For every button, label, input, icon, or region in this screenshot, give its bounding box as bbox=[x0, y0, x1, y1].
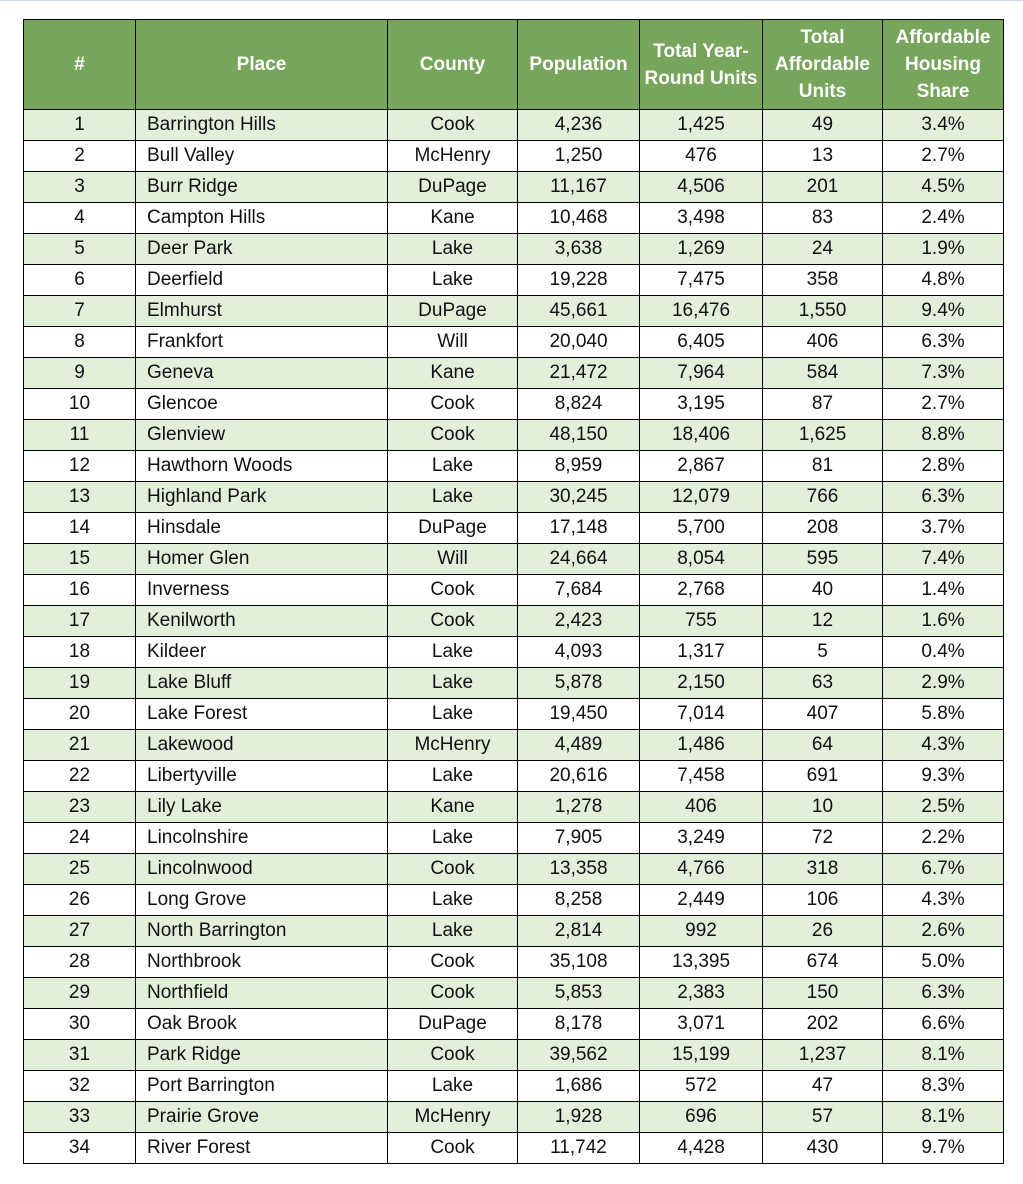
cell-county: Lake bbox=[388, 885, 518, 916]
cell-affordable-units: 318 bbox=[763, 854, 883, 885]
cell-population: 8,178 bbox=[518, 1009, 640, 1040]
table-row bbox=[24, 730, 1004, 761]
cell-place: North Barrington bbox=[136, 916, 388, 947]
cell-population: 1,928 bbox=[518, 1102, 640, 1133]
cell-population: 10,468 bbox=[518, 203, 640, 234]
cell-total-units: 7,964 bbox=[640, 358, 763, 389]
cell-population: 20,040 bbox=[518, 327, 640, 358]
cell-affordable-share: 3.4% bbox=[883, 110, 1004, 141]
cell-total-units: 755 bbox=[640, 606, 763, 637]
cell-place: Burr Ridge bbox=[136, 172, 388, 203]
cell-county: Will bbox=[388, 544, 518, 575]
cell-number: 23 bbox=[24, 792, 136, 823]
cell-affordable-units: 691 bbox=[763, 761, 883, 792]
cell-number: 31 bbox=[24, 1040, 136, 1071]
cell-total-units: 406 bbox=[640, 792, 763, 823]
table-row bbox=[24, 296, 1004, 327]
cell-place: Deer Park bbox=[136, 234, 388, 265]
cell-population: 2,423 bbox=[518, 606, 640, 637]
cell-county: Lake bbox=[388, 482, 518, 513]
cell-total-units: 476 bbox=[640, 141, 763, 172]
cell-county: Cook bbox=[388, 389, 518, 420]
cell-total-units: 4,428 bbox=[640, 1133, 763, 1164]
cell-number: 29 bbox=[24, 978, 136, 1009]
cell-affordable-share: 2.7% bbox=[883, 141, 1004, 172]
cell-affordable-share: 1.4% bbox=[883, 575, 1004, 606]
cell-number: 22 bbox=[24, 761, 136, 792]
cell-affordable-units: 40 bbox=[763, 575, 883, 606]
cell-affordable-share: 1.9% bbox=[883, 234, 1004, 265]
table-row bbox=[24, 606, 1004, 637]
cell-population: 7,905 bbox=[518, 823, 640, 854]
cell-county: Cook bbox=[388, 947, 518, 978]
table-row bbox=[24, 575, 1004, 606]
cell-place: Lily Lake bbox=[136, 792, 388, 823]
header-population: Population bbox=[518, 20, 640, 110]
cell-number: 3 bbox=[24, 172, 136, 203]
cell-total-units: 7,014 bbox=[640, 699, 763, 730]
cell-affordable-share: 5.0% bbox=[883, 947, 1004, 978]
cell-place: Lake Bluff bbox=[136, 668, 388, 699]
cell-county: McHenry bbox=[388, 730, 518, 761]
cell-total-units: 6,405 bbox=[640, 327, 763, 358]
cell-affordable-units: 12 bbox=[763, 606, 883, 637]
cell-total-units: 3,195 bbox=[640, 389, 763, 420]
cell-population: 4,236 bbox=[518, 110, 640, 141]
cell-total-units: 4,766 bbox=[640, 854, 763, 885]
cell-affordable-share: 1.6% bbox=[883, 606, 1004, 637]
cell-affordable-share: 2.8% bbox=[883, 451, 1004, 482]
cell-affordable-units: 47 bbox=[763, 1071, 883, 1102]
table-row bbox=[24, 141, 1004, 172]
cell-affordable-share: 7.3% bbox=[883, 358, 1004, 389]
header-total-year-round-units: Total Year-Round Units bbox=[640, 20, 763, 110]
table-row bbox=[24, 978, 1004, 1009]
table-row bbox=[24, 234, 1004, 265]
cell-affordable-units: 358 bbox=[763, 265, 883, 296]
cell-affordable-units: 87 bbox=[763, 389, 883, 420]
cell-population: 19,450 bbox=[518, 699, 640, 730]
cell-number: 5 bbox=[24, 234, 136, 265]
table-row bbox=[24, 451, 1004, 482]
cell-affordable-share: 2.5% bbox=[883, 792, 1004, 823]
cell-population: 45,661 bbox=[518, 296, 640, 327]
table-row bbox=[24, 389, 1004, 420]
cell-affordable-share: 4.5% bbox=[883, 172, 1004, 203]
cell-affordable-units: 63 bbox=[763, 668, 883, 699]
cell-county: Lake bbox=[388, 823, 518, 854]
cell-county: Lake bbox=[388, 668, 518, 699]
cell-number: 2 bbox=[24, 141, 136, 172]
cell-place: Libertyville bbox=[136, 761, 388, 792]
cell-population: 2,814 bbox=[518, 916, 640, 947]
table-row bbox=[24, 265, 1004, 296]
cell-place: Glenview bbox=[136, 420, 388, 451]
cell-affordable-share: 4.8% bbox=[883, 265, 1004, 296]
cell-population: 1,250 bbox=[518, 141, 640, 172]
cell-county: Lake bbox=[388, 637, 518, 668]
cell-affordable-share: 3.7% bbox=[883, 513, 1004, 544]
cell-number: 12 bbox=[24, 451, 136, 482]
cell-county: Lake bbox=[388, 699, 518, 730]
cell-number: 9 bbox=[24, 358, 136, 389]
cell-total-units: 1,486 bbox=[640, 730, 763, 761]
cell-affordable-units: 24 bbox=[763, 234, 883, 265]
cell-population: 1,278 bbox=[518, 792, 640, 823]
cell-total-units: 16,476 bbox=[640, 296, 763, 327]
cell-number: 14 bbox=[24, 513, 136, 544]
table-row bbox=[24, 1133, 1004, 1164]
cell-total-units: 1,317 bbox=[640, 637, 763, 668]
cell-total-units: 4,506 bbox=[640, 172, 763, 203]
cell-place: Oak Brook bbox=[136, 1009, 388, 1040]
cell-number: 33 bbox=[24, 1102, 136, 1133]
cell-county: Cook bbox=[388, 420, 518, 451]
cell-population: 3,638 bbox=[518, 234, 640, 265]
cell-number: 27 bbox=[24, 916, 136, 947]
cell-total-units: 572 bbox=[640, 1071, 763, 1102]
cell-affordable-share: 6.3% bbox=[883, 482, 1004, 513]
table-row bbox=[24, 916, 1004, 947]
cell-affordable-share: 6.3% bbox=[883, 978, 1004, 1009]
cell-county: DuPage bbox=[388, 1009, 518, 1040]
header-number: # bbox=[24, 20, 136, 110]
cell-county: DuPage bbox=[388, 172, 518, 203]
cell-number: 20 bbox=[24, 699, 136, 730]
cell-population: 20,616 bbox=[518, 761, 640, 792]
table-row bbox=[24, 513, 1004, 544]
table-row bbox=[24, 885, 1004, 916]
cell-county: Cook bbox=[388, 110, 518, 141]
cell-affordable-units: 1,550 bbox=[763, 296, 883, 327]
affordable-housing-table bbox=[23, 19, 1004, 1164]
cell-number: 30 bbox=[24, 1009, 136, 1040]
cell-affordable-share: 5.8% bbox=[883, 699, 1004, 730]
cell-affordable-units: 595 bbox=[763, 544, 883, 575]
table-row bbox=[24, 203, 1004, 234]
cell-county: Lake bbox=[388, 916, 518, 947]
cell-population: 30,245 bbox=[518, 482, 640, 513]
cell-affordable-units: 766 bbox=[763, 482, 883, 513]
table-row bbox=[24, 544, 1004, 575]
table-row bbox=[24, 110, 1004, 141]
cell-place: Barrington Hills bbox=[136, 110, 388, 141]
table-row bbox=[24, 792, 1004, 823]
table-row bbox=[24, 420, 1004, 451]
cell-total-units: 15,199 bbox=[640, 1040, 763, 1071]
cell-number: 18 bbox=[24, 637, 136, 668]
cell-county: Cook bbox=[388, 1040, 518, 1071]
cell-county: Cook bbox=[388, 854, 518, 885]
cell-affordable-units: 10 bbox=[763, 792, 883, 823]
cell-total-units: 1,425 bbox=[640, 110, 763, 141]
cell-population: 8,824 bbox=[518, 389, 640, 420]
cell-affordable-share: 6.6% bbox=[883, 1009, 1004, 1040]
cell-place: Geneva bbox=[136, 358, 388, 389]
cell-total-units: 8,054 bbox=[640, 544, 763, 575]
cell-population: 19,228 bbox=[518, 265, 640, 296]
cell-county: Lake bbox=[388, 761, 518, 792]
cell-place: Lakewood bbox=[136, 730, 388, 761]
cell-number: 10 bbox=[24, 389, 136, 420]
cell-total-units: 1,269 bbox=[640, 234, 763, 265]
cell-affordable-share: 0.4% bbox=[883, 637, 1004, 668]
cell-county: McHenry bbox=[388, 141, 518, 172]
cell-county: Cook bbox=[388, 978, 518, 1009]
cell-affordable-units: 13 bbox=[763, 141, 883, 172]
cell-county: McHenry bbox=[388, 1102, 518, 1133]
cell-population: 8,258 bbox=[518, 885, 640, 916]
cell-affordable-units: 201 bbox=[763, 172, 883, 203]
cell-total-units: 7,475 bbox=[640, 265, 763, 296]
cell-place: Lincolnshire bbox=[136, 823, 388, 854]
cell-number: 24 bbox=[24, 823, 136, 854]
cell-number: 28 bbox=[24, 947, 136, 978]
cell-total-units: 3,249 bbox=[640, 823, 763, 854]
cell-place: Northbrook bbox=[136, 947, 388, 978]
cell-total-units: 992 bbox=[640, 916, 763, 947]
cell-affordable-units: 72 bbox=[763, 823, 883, 854]
table-body bbox=[24, 110, 1004, 1164]
cell-place: Port Barrington bbox=[136, 1071, 388, 1102]
cell-county: Kane bbox=[388, 792, 518, 823]
cell-total-units: 3,071 bbox=[640, 1009, 763, 1040]
cell-affordable-share: 8.3% bbox=[883, 1071, 1004, 1102]
table-row bbox=[24, 482, 1004, 513]
cell-affordable-units: 406 bbox=[763, 327, 883, 358]
cell-affordable-units: 407 bbox=[763, 699, 883, 730]
cell-number: 11 bbox=[24, 420, 136, 451]
cell-affordable-units: 584 bbox=[763, 358, 883, 389]
cell-place: Hinsdale bbox=[136, 513, 388, 544]
cell-affordable-share: 9.7% bbox=[883, 1133, 1004, 1164]
cell-affordable-units: 1,237 bbox=[763, 1040, 883, 1071]
cell-county: Lake bbox=[388, 451, 518, 482]
cell-population: 13,358 bbox=[518, 854, 640, 885]
cell-number: 26 bbox=[24, 885, 136, 916]
cell-place: Northfield bbox=[136, 978, 388, 1009]
cell-population: 8,959 bbox=[518, 451, 640, 482]
cell-total-units: 13,395 bbox=[640, 947, 763, 978]
cell-place: Prairie Grove bbox=[136, 1102, 388, 1133]
cell-number: 16 bbox=[24, 575, 136, 606]
cell-affordable-share: 8.8% bbox=[883, 420, 1004, 451]
table-row bbox=[24, 637, 1004, 668]
cell-total-units: 12,079 bbox=[640, 482, 763, 513]
cell-affordable-units: 106 bbox=[763, 885, 883, 916]
cell-number: 19 bbox=[24, 668, 136, 699]
cell-number: 32 bbox=[24, 1071, 136, 1102]
cell-population: 39,562 bbox=[518, 1040, 640, 1071]
cell-affordable-share: 2.9% bbox=[883, 668, 1004, 699]
cell-population: 35,108 bbox=[518, 947, 640, 978]
table-row bbox=[24, 327, 1004, 358]
cell-affordable-units: 208 bbox=[763, 513, 883, 544]
cell-affordable-units: 674 bbox=[763, 947, 883, 978]
cell-total-units: 7,458 bbox=[640, 761, 763, 792]
cell-total-units: 696 bbox=[640, 1102, 763, 1133]
cell-affordable-units: 83 bbox=[763, 203, 883, 234]
cell-total-units: 2,150 bbox=[640, 668, 763, 699]
cell-county: Kane bbox=[388, 203, 518, 234]
table-row bbox=[24, 761, 1004, 792]
cell-affordable-share: 6.7% bbox=[883, 854, 1004, 885]
cell-affordable-units: 81 bbox=[763, 451, 883, 482]
cell-population: 4,093 bbox=[518, 637, 640, 668]
cell-county: Kane bbox=[388, 358, 518, 389]
cell-number: 7 bbox=[24, 296, 136, 327]
cell-county: DuPage bbox=[388, 513, 518, 544]
cell-place: Bull Valley bbox=[136, 141, 388, 172]
cell-affordable-share: 9.4% bbox=[883, 296, 1004, 327]
cell-affordable-share: 6.3% bbox=[883, 327, 1004, 358]
cell-population: 48,150 bbox=[518, 420, 640, 451]
cell-place: Frankfort bbox=[136, 327, 388, 358]
cell-population: 24,664 bbox=[518, 544, 640, 575]
cell-county: Will bbox=[388, 327, 518, 358]
cell-county: Cook bbox=[388, 1133, 518, 1164]
cell-affordable-share: 4.3% bbox=[883, 730, 1004, 761]
cell-number: 8 bbox=[24, 327, 136, 358]
cell-county: Lake bbox=[388, 234, 518, 265]
cell-population: 5,878 bbox=[518, 668, 640, 699]
cell-number: 4 bbox=[24, 203, 136, 234]
cell-county: Cook bbox=[388, 575, 518, 606]
table-row bbox=[24, 1009, 1004, 1040]
top-divider bbox=[0, 0, 1023, 1]
cell-place: Hawthorn Woods bbox=[136, 451, 388, 482]
cell-place: Lincolnwood bbox=[136, 854, 388, 885]
cell-affordable-units: 49 bbox=[763, 110, 883, 141]
cell-number: 1 bbox=[24, 110, 136, 141]
cell-affordable-units: 430 bbox=[763, 1133, 883, 1164]
cell-number: 21 bbox=[24, 730, 136, 761]
cell-population: 11,742 bbox=[518, 1133, 640, 1164]
cell-place: Highland Park bbox=[136, 482, 388, 513]
cell-affordable-share: 8.1% bbox=[883, 1040, 1004, 1071]
table-row bbox=[24, 1102, 1004, 1133]
cell-county: Cook bbox=[388, 606, 518, 637]
cell-affordable-units: 1,625 bbox=[763, 420, 883, 451]
cell-total-units: 2,383 bbox=[640, 978, 763, 1009]
header-county: County bbox=[388, 20, 518, 110]
cell-population: 1,686 bbox=[518, 1071, 640, 1102]
cell-affordable-share: 2.6% bbox=[883, 916, 1004, 947]
table-row bbox=[24, 823, 1004, 854]
cell-place: River Forest bbox=[136, 1133, 388, 1164]
header-place: Place bbox=[136, 20, 388, 110]
cell-affordable-units: 57 bbox=[763, 1102, 883, 1133]
cell-place: Park Ridge bbox=[136, 1040, 388, 1071]
table-row bbox=[24, 1071, 1004, 1102]
cell-affordable-share: 2.7% bbox=[883, 389, 1004, 420]
cell-place: Inverness bbox=[136, 575, 388, 606]
cell-place: Kenilworth bbox=[136, 606, 388, 637]
cell-total-units: 2,768 bbox=[640, 575, 763, 606]
cell-place: Elmhurst bbox=[136, 296, 388, 327]
table-row bbox=[24, 854, 1004, 885]
cell-population: 21,472 bbox=[518, 358, 640, 389]
cell-population: 11,167 bbox=[518, 172, 640, 203]
cell-affordable-units: 26 bbox=[763, 916, 883, 947]
cell-number: 15 bbox=[24, 544, 136, 575]
header-affordable-housing-share: Affordable Housing Share bbox=[883, 20, 1004, 110]
cell-population: 17,148 bbox=[518, 513, 640, 544]
cell-county: DuPage bbox=[388, 296, 518, 327]
cell-number: 6 bbox=[24, 265, 136, 296]
table-row bbox=[24, 1040, 1004, 1071]
cell-place: Long Grove bbox=[136, 885, 388, 916]
cell-place: Kildeer bbox=[136, 637, 388, 668]
cell-affordable-share: 7.4% bbox=[883, 544, 1004, 575]
cell-place: Homer Glen bbox=[136, 544, 388, 575]
cell-county: Lake bbox=[388, 265, 518, 296]
cell-place: Lake Forest bbox=[136, 699, 388, 730]
cell-affordable-share: 4.3% bbox=[883, 885, 1004, 916]
cell-affordable-units: 202 bbox=[763, 1009, 883, 1040]
table-row bbox=[24, 358, 1004, 389]
cell-number: 25 bbox=[24, 854, 136, 885]
table-header-row bbox=[24, 20, 1004, 110]
cell-affordable-share: 9.3% bbox=[883, 761, 1004, 792]
cell-total-units: 3,498 bbox=[640, 203, 763, 234]
cell-affordable-units: 64 bbox=[763, 730, 883, 761]
cell-number: 13 bbox=[24, 482, 136, 513]
table-row bbox=[24, 668, 1004, 699]
table-row bbox=[24, 699, 1004, 730]
cell-population: 5,853 bbox=[518, 978, 640, 1009]
cell-total-units: 2,449 bbox=[640, 885, 763, 916]
cell-total-units: 2,867 bbox=[640, 451, 763, 482]
cell-affordable-units: 5 bbox=[763, 637, 883, 668]
cell-population: 4,489 bbox=[518, 730, 640, 761]
cell-number: 17 bbox=[24, 606, 136, 637]
cell-affordable-share: 2.2% bbox=[883, 823, 1004, 854]
cell-county: Lake bbox=[388, 1071, 518, 1102]
cell-place: Deerfield bbox=[136, 265, 388, 296]
cell-total-units: 5,700 bbox=[640, 513, 763, 544]
cell-affordable-share: 8.1% bbox=[883, 1102, 1004, 1133]
cell-affordable-units: 150 bbox=[763, 978, 883, 1009]
header-total-affordable-units: Total Affordable Units bbox=[763, 20, 883, 110]
table-row bbox=[24, 947, 1004, 978]
cell-number: 34 bbox=[24, 1133, 136, 1164]
cell-place: Glencoe bbox=[136, 389, 388, 420]
table-row bbox=[24, 172, 1004, 203]
cell-affordable-share: 2.4% bbox=[883, 203, 1004, 234]
cell-population: 7,684 bbox=[518, 575, 640, 606]
cell-total-units: 18,406 bbox=[640, 420, 763, 451]
cell-place: Campton Hills bbox=[136, 203, 388, 234]
